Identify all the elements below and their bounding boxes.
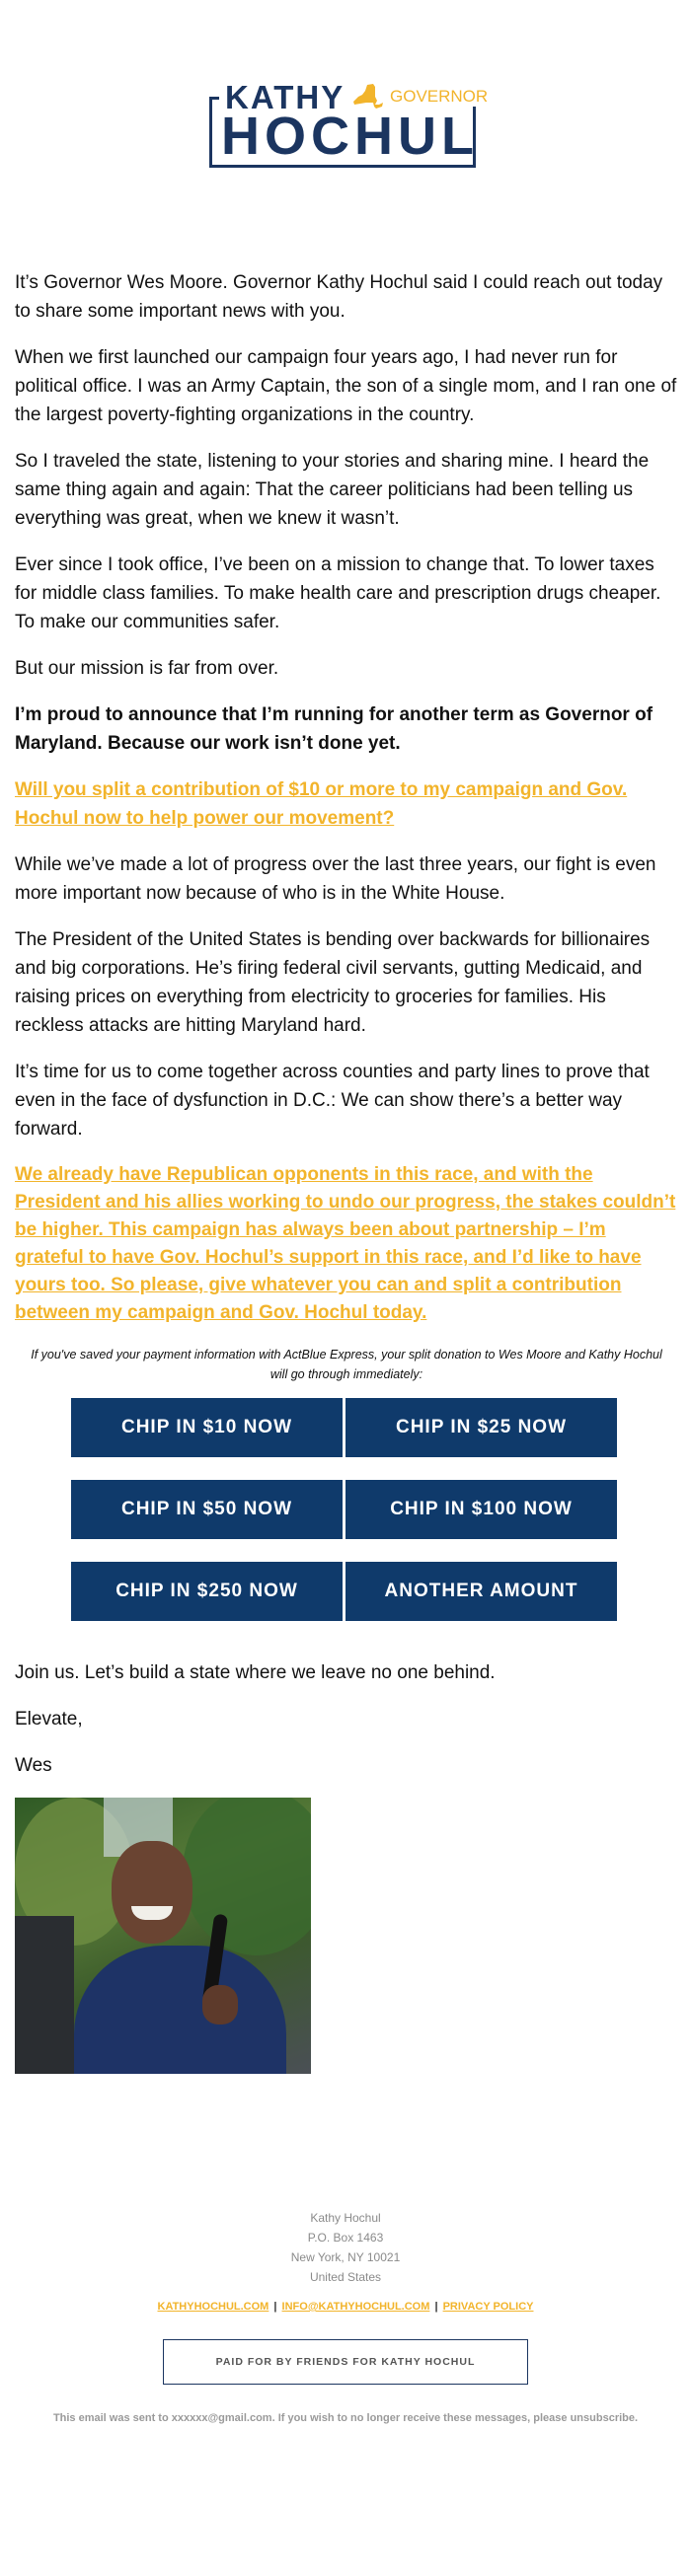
president-paragraph: The President of the United States is bending over backwards for billionaires and big corporations. He’s firing federal civil servants, gutting Medicaid, and raising prices on everything from electricity to groceries for families. His reckless attacks are hitting Maryland hard. xyxy=(15,929,651,1036)
donation-buttons xyxy=(71,1398,678,1621)
listening-paragraph: So I traveled the state, listening to your stories and sharing mine. I heard the same thing again and again: That the career politicians had been telling us everything was great, when we knew it wasn’t. xyxy=(15,451,650,529)
paid-for-disclaimer: PAID FOR BY FRIENDS FOR KATHY HOCHUL xyxy=(163,2339,528,2385)
chip-in-50-button[interactable]: CHIP IN $50 NOW xyxy=(71,1480,343,1539)
privacy-policy-link[interactable]: PRIVACY POLICY xyxy=(442,2301,534,2313)
mission-short-paragraph: But our mission is far from over. xyxy=(15,658,279,679)
give-today-link[interactable]: We already have Republican opponents in this race, and with the President and his allies working to undo our progress, the stakes couldn’t be higher. This campaign has always been about partnership – I’m grateful to have Gov. Hochul’s support in this race, and I’d like to have yours too. So please, give whatever you can and split a contribution between my campaign and Gov. Hochul today. xyxy=(15,1164,676,1323)
chip-in-25-button[interactable]: CHIP IN $25 NOW xyxy=(346,1398,617,1457)
email-link[interactable]: INFO@KATHYHOCHUL.COM xyxy=(281,2301,430,2313)
footer-country: United States xyxy=(309,2270,382,2284)
announcement-paragraph: I’m proud to announce that I’m running for another term as Governor of Maryland. Because our work isn’t done yet. xyxy=(15,704,653,754)
chip-in-10-button[interactable]: CHIP IN $10 NOW xyxy=(71,1398,343,1457)
logo-first-name: KATHY xyxy=(225,79,346,115)
sign-off: Elevate, xyxy=(15,1709,83,1730)
closing-line: Join us. Let’s build a state where we leave no one behind. xyxy=(15,1662,496,1683)
mission-paragraph: Ever since I took office, I’ve been on a mission to change that. To lower taxes for middle class families. To make health care and prescription drugs cheaper. To make our communities safer. xyxy=(15,554,661,632)
intro-paragraph: It’s Governor Wes Moore. Governor Kathy Hochul said I could reach out today to share some important news with you. xyxy=(15,272,663,322)
chip-in-100-button[interactable]: CHIP IN $100 NOW xyxy=(346,1480,617,1539)
campaign-logo xyxy=(209,79,489,174)
footer-org: Kathy Hochul xyxy=(310,2211,381,2225)
logo-governor-tag: GOVERNOR xyxy=(387,87,491,107)
signature-name: Wes xyxy=(15,1755,52,1776)
logo-last-name: HOCHUL xyxy=(221,107,479,166)
another-amount-button[interactable]: ANOTHER AMOUNT xyxy=(346,1562,617,1621)
footer-po-box: P.O. Box 1463 xyxy=(307,2231,384,2245)
wes-moore-photo xyxy=(15,1798,311,2074)
progress-paragraph: While we’ve made a lot of progress over the last three years, our fight is even more important now because of who is in the White House. xyxy=(15,854,656,904)
unsubscribe-note[interactable]: This email was sent to xxxxxx@gmail.com. If you wish to no longer receive these messages, please unsubscribe. xyxy=(52,2412,639,2424)
email-footer xyxy=(0,2208,691,2424)
actblue-express-note: If you've saved your payment information with ActBlue Express, your split donation to Wes Moore and Kathy Hochul will go through immediately: xyxy=(31,1348,662,1381)
footer-links: KATHYHOCHUL.COM | INFO@KATHYHOCHUL.COM | PRIVACY POLICY xyxy=(157,2301,534,2313)
chip-in-250-button[interactable]: CHIP IN $250 NOW xyxy=(71,1562,343,1621)
background-paragraph: When we first launched our campaign four years ago, I had never run for political office. I was an Army Captain, the son of a single mom, and I ran one of the largest poverty-fighting organizations in the country. xyxy=(15,347,677,425)
footer-city: New York, NY 10021 xyxy=(290,2250,401,2264)
split-contribution-link[interactable]: Will you split a contribution of $10 or more to my campaign and Gov. Hochul now to help power our movement? xyxy=(15,779,628,829)
website-link[interactable]: KATHYHOCHUL.COM xyxy=(157,2301,269,2313)
email-body xyxy=(15,268,678,2074)
together-paragraph: It’s time for us to come together across counties and party lines to prove that even in the face of dysfunction in D.C.: We can show there’s a better way forward. xyxy=(15,1062,650,1140)
